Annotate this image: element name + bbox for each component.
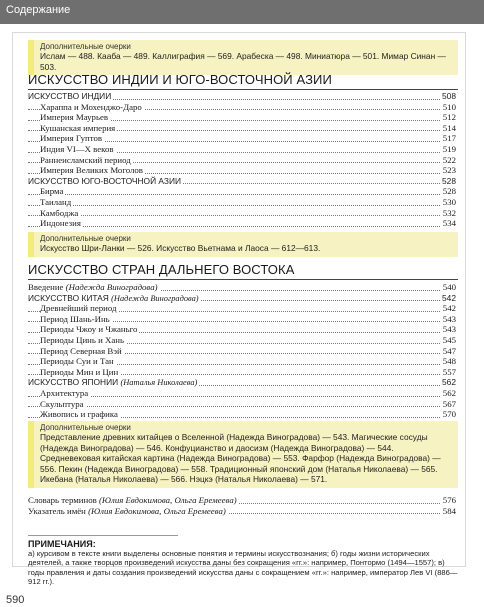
leader-dots [28,194,440,195]
section-divider [28,279,458,280]
notes-text: а) курсивом в тексте книги выделены основные понятия и термины искусствознания; б) годы жизни исторических деятелей, а также творцов произведений искусства даны без сокращения «гг.»: например, Понтормо (1494—1557); в) годы правления и даты создания произведений искусства даны с сокращением «гг.»: например, император Лев VI (886—912 гг.). [28,549,458,587]
toc-entry-title: Хараппа и Мохенджо-Даро [40,101,142,112]
toc-entry-label [40,335,126,346]
toc-entry-label [40,123,117,134]
toc-entry-title: Указатель имён [28,505,86,516]
toc-appendix [28,495,458,516]
toc-entry-title: Архитектура [40,387,89,398]
toc-entry [28,314,458,325]
toc-entry-page: 512 [442,112,456,123]
toc-entry-title: ИСКУССТВО КИТАЯ [28,292,109,303]
toc-entry-label [40,133,104,144]
toc-entry-page: 545 [442,334,456,345]
toc-entry-label [40,409,120,420]
toc-entry-label [28,506,228,517]
toc-entry [28,324,458,335]
toc-entry [28,495,458,506]
toc-entry [28,218,458,229]
toc-entry-page: 584 [442,505,456,516]
extra-essays-heading: Дополнительные очерки [40,423,131,432]
toc-entry-page: 508 [442,91,456,101]
toc-entry-page: 562 [442,387,456,398]
section-divider [28,89,458,90]
leader-dots [28,205,440,206]
toc-entry-page: 517 [442,133,456,144]
toc-entry-page: 528 [442,186,456,197]
toc-entry-label [40,346,124,357]
toc-entry-page: 522 [442,154,456,165]
toc-entry-title: Период Северная Вэй [40,345,122,356]
toc-entry [28,208,458,219]
toc-entry-author: (Надежда Виноградова) [65,282,158,292]
notes-divider [28,535,178,536]
toc-entry [28,123,458,134]
toc-entry-page: 570 [442,409,456,420]
toc-entry-label [28,91,113,102]
toc-entry-page: 542 [442,303,456,314]
extra-essays-text: Представление древних китайцев о Вселенной (Надежда Виноградова) — 543. Магические сосуды (Надежда Виноградова) — 546. Конфуцианство и даосизм (Надежда Виноградова) — 544. Средневековая китайская картина (Надежда Виноградова) — 553. Фарфор (Надежда Виноградова) — 556. Пекин (Надежда Виноградова) — 558. Традиционный японский дом (Наталья Николаева) — 565. Икебана (Наталья Николаева) — 566. Нэцкэ (Наталья Николаева) — 571. [40,432,441,484]
section-title-india: ИСКУССТВО ИНДИИ И ЮГО-ВОСТОЧНОЙ АЗИИ [28,72,332,87]
toc-entry-title: Древнейший период [40,303,117,314]
toc-entry-page: 548 [442,356,456,367]
toc-entry-page: 534 [442,218,456,229]
toc-entry-label [40,356,116,367]
toc-entry-page: 532 [442,207,456,218]
toc-entry-page: 540 [442,282,456,292]
extra-essays-heading: Дополнительные очерки [40,234,131,243]
toc-entry-title: Индонезия [40,218,81,229]
leader-dots [28,406,440,407]
toc-entry [28,506,458,517]
toc-entry [28,377,458,388]
toc-entry [28,346,458,357]
leader-dots [28,226,440,227]
extra-essays-text: Искусство Шри-Ланки — 526. Искусство Вьетнама и Лаоса — 612—613. [40,243,321,253]
toc-entry-title: Бирма [40,186,64,197]
toc-entry-page: 519 [442,143,456,154]
toc-entry-title: ИСКУССТВО ИНДИИ [28,91,112,101]
toc-entry [28,133,458,144]
toc-entry-label [40,144,116,155]
toc-entry-title: Империя Маурьев [40,112,109,123]
toc-entry-page: 514 [442,122,456,133]
toc-entry-page: 542 [442,292,456,303]
section-title-far-east: ИСКУССТВО СТРАН ДАЛЬНЕГО ВОСТОКА [28,262,295,277]
leader-dots [28,215,440,216]
toc-entry-title: Империя Гуптов [40,133,103,144]
toc-entry-author: (Надежда Виноградова) [111,293,199,303]
toc-entry-page: 543 [442,324,456,335]
toc-entry-title: Периоды Цинь и Хань [40,334,124,345]
toc-entry-page: 562 [442,377,456,388]
toc-far-east [28,282,458,420]
toc-entry-page: 547 [442,345,456,356]
toc-entry-label [40,303,119,314]
toc-entry-title: Периоды Мин и Цин [40,366,119,377]
toc-entry-label [40,208,80,219]
toc-entry [28,388,458,399]
toc-entry-page: 528 [442,175,456,186]
toc-entry [28,102,458,113]
toc-entry-title: Периоды Суи и Тан [40,356,114,367]
toc-entry-label [40,399,86,410]
toc-entry-label [28,282,160,293]
toc-entry-title: Раннеисламский период [40,154,131,165]
toc-entry [28,399,458,410]
toc-entry-title: Словарь терминов [28,495,97,505]
toc-entry-label [40,165,145,176]
toc-entry [28,144,458,155]
page-number: 590 [6,594,25,606]
toc-entry [28,335,458,346]
toc-entry-title: Живопись и графика [40,409,118,420]
toc-entry [28,112,458,123]
toc-entry-label [40,314,112,325]
toc-entry-page: 510 [442,101,456,112]
extra-essays-box-islam [28,40,458,75]
toc-entry-page: 543 [442,313,456,324]
toc-entry-page: 576 [442,495,456,505]
toc-entry [28,176,458,187]
toc-entry [28,303,458,314]
toc-entry-title: Кушанская империя [40,122,116,133]
toc-entry-author: (Юлия Евдокимова, Ольга Еремеева) [88,505,226,516]
toc-entry-label [40,197,73,208]
toc-entry-page: 530 [442,196,456,207]
toc-entry-page: 523 [442,165,456,176]
toc-entry-label [28,176,183,187]
toc-entry [28,293,458,304]
toc-entry-label [40,112,110,123]
toc-entry-label [40,324,139,335]
toc-entry-label [40,388,90,399]
toc-entry-title: Таиланд [40,196,72,207]
toc-entry-label [40,186,65,197]
toc-entry-title: ИСКУССТВО ЯПОНИИ [28,377,119,388]
page-title: Содержание [6,4,71,16]
toc-entry [28,186,458,197]
toc-entry-title: Введение [28,282,64,292]
toc-entry [28,165,458,176]
toc-entry-label [40,367,120,378]
extra-essays-box-china-japan [28,421,458,488]
toc-entry-title: Периоды Чжоу и Чжаньго [40,324,138,335]
extra-essays-text: Ислам — 488. Кааба — 489. Каллиграфия — 569. Арабеска — 498. Миниатюра — 501. Мимар Синан — 503. [40,51,446,72]
notes-title: ПРИМЕЧАНИЯ: [28,539,96,549]
toc-entry [28,197,458,208]
extra-essays-box-sri-lanka [28,232,458,257]
toc-entry-page: 557 [442,366,456,377]
toc-entry-label [40,102,144,113]
toc-entry-title: Скульптура [40,398,84,409]
extra-essays-heading: Дополнительные очерки [40,42,131,51]
toc-entry-title: Индия VI—X веков [40,143,114,154]
toc-entry-author: (Юлия Евдокимова, Ольга Еремеева) [98,495,237,505]
toc-entry-label [40,155,133,166]
toc-entry [28,356,458,367]
toc-entry-title: Империя Великих Моголов [40,165,143,176]
notes-block [28,535,458,587]
toc-india [28,91,458,229]
toc-entry-title: ИСКУССТВО ЮГО-ВОСТОЧНОЙ АЗИИ [28,175,182,186]
toc-entry [28,367,458,378]
toc-entry [28,155,458,166]
toc-entry-author: (Наталья Николаева) [120,378,198,388]
toc-entry-title: Камбоджа [40,207,79,218]
toc-entry [28,409,458,420]
toc-entry [28,91,458,102]
toc-entry-label [28,495,239,506]
toc-entry [28,282,458,293]
toc-entry-title: Период Шань-Инь [40,313,110,324]
toc-entry-label [40,218,83,229]
header-bar [0,0,484,24]
toc-entry-page: 567 [442,398,456,409]
